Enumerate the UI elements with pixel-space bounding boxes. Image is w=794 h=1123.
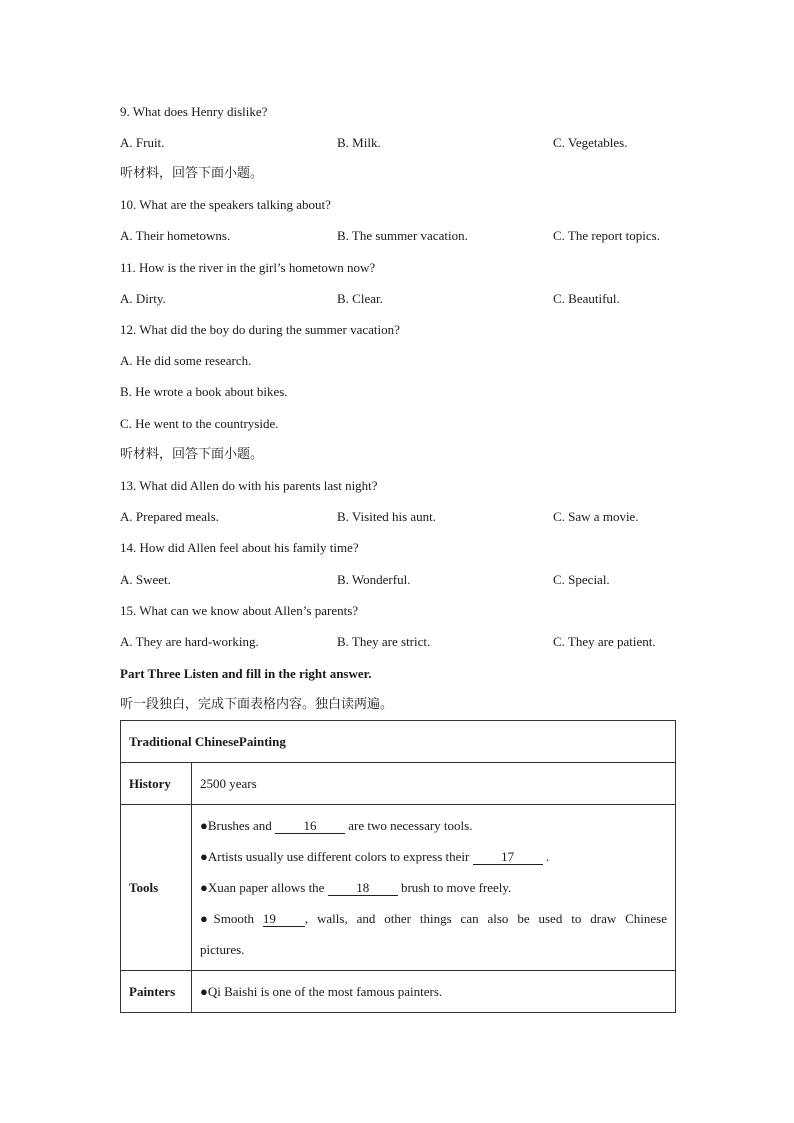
q15-option-c: C. They are patient. <box>553 634 656 649</box>
question-13: 13. What did Allen do with his parents last night? <box>120 478 378 493</box>
tools-content <box>192 805 676 971</box>
q13-option-c: C. Saw a movie. <box>553 509 639 524</box>
q15-option-a: A. They are hard-working. <box>120 634 259 649</box>
tool-3-text: ●Xuan paper allows the <box>200 880 328 895</box>
monologue-instruction: 听一段独白，完成下面表格内容。独白读两遍。 <box>120 697 394 712</box>
tool-line-3 <box>200 872 667 903</box>
tool-line-4 <box>200 903 667 934</box>
tools-row <box>121 805 676 971</box>
q11-option-b: B. Clear. <box>337 291 383 306</box>
q15-option-b: B. They are strict. <box>337 634 431 649</box>
question-10: 10. What are the speakers talking about? <box>120 197 331 212</box>
blank-19[interactable]: 19 <box>263 912 305 927</box>
q13-option-b: B. Visited his aunt. <box>337 509 437 524</box>
history-label: History <box>121 763 192 805</box>
question-9: 9. What does Henry dislike? <box>120 104 268 119</box>
tools-label: Tools <box>121 805 192 971</box>
listen-instruction-2: 听材料，回答下面小题。 <box>120 447 264 462</box>
table-title: Traditional ChinesePainting <box>121 721 676 763</box>
q9-option-c: C. Vegetables. <box>553 135 628 150</box>
tool-4-text: ●Smooth <box>200 911 263 926</box>
q10-option-b: B. The summer vacation. <box>337 228 468 243</box>
blank-17[interactable]: 17 <box>473 850 543 865</box>
q12-option-c: C. He went to the countryside. <box>120 416 279 431</box>
q14-option-b: B. Wonderful. <box>337 572 411 587</box>
history-value: 2500 years <box>192 763 676 805</box>
listen-instruction-1: 听材料，回答下面小题。 <box>120 166 264 181</box>
q12-option-b: B. He wrote a book about bikes. <box>120 384 288 399</box>
q11-option-a: A. Dirty. <box>120 291 166 306</box>
q14-option-c: C. Special. <box>553 572 610 587</box>
blank-16[interactable]: 16 <box>275 819 345 834</box>
tool-line-1 <box>200 810 667 841</box>
tool-1-text: ●Brushes and <box>200 818 276 833</box>
tool-4-end: , walls, and other things can also be used to draw Chinese <box>304 911 668 926</box>
tool-line-2 <box>200 841 667 872</box>
tool-2-text: ●Artists usually use different colors to express their <box>200 849 473 864</box>
tool-line-5: pictures. <box>200 942 245 957</box>
q12-option-a: A. He did some research. <box>120 353 252 368</box>
question-14: 14. How did Allen feel about his family time? <box>120 540 359 555</box>
painters-label: Painters <box>121 971 192 1013</box>
q14-option-a: A. Sweet. <box>120 572 171 587</box>
painters-value: ●Qi Baishi is one of the most famous painters. <box>192 971 676 1013</box>
question-15: 15. What can we know about Allen’s parents? <box>120 603 359 618</box>
q10-option-a: A. Their hometowns. <box>120 228 231 243</box>
tool-1-end: are two necessary tools. <box>345 818 473 833</box>
q9-option-a: A. Fruit. <box>120 135 165 150</box>
q11-option-c: C. Beautiful. <box>553 291 620 306</box>
tool-2-end: . <box>542 849 550 864</box>
question-11: 11. How is the river in the girl’s hometown now? <box>120 260 376 275</box>
painters-row <box>121 971 676 1013</box>
table-title-row <box>121 721 676 763</box>
painting-table <box>120 720 676 1013</box>
tool-3-end: brush to move freely. <box>397 880 512 895</box>
q13-option-a: A. Prepared meals. <box>120 509 219 524</box>
history-row <box>121 763 676 805</box>
part-three-heading: Part Three Listen and fill in the right answer. <box>120 666 372 681</box>
q9-option-b: B. Milk. <box>337 135 381 150</box>
q10-option-c: C. The report topics. <box>553 228 660 243</box>
blank-18[interactable]: 18 <box>328 881 398 896</box>
question-12: 12. What did the boy do during the summer vacation? <box>120 322 400 337</box>
